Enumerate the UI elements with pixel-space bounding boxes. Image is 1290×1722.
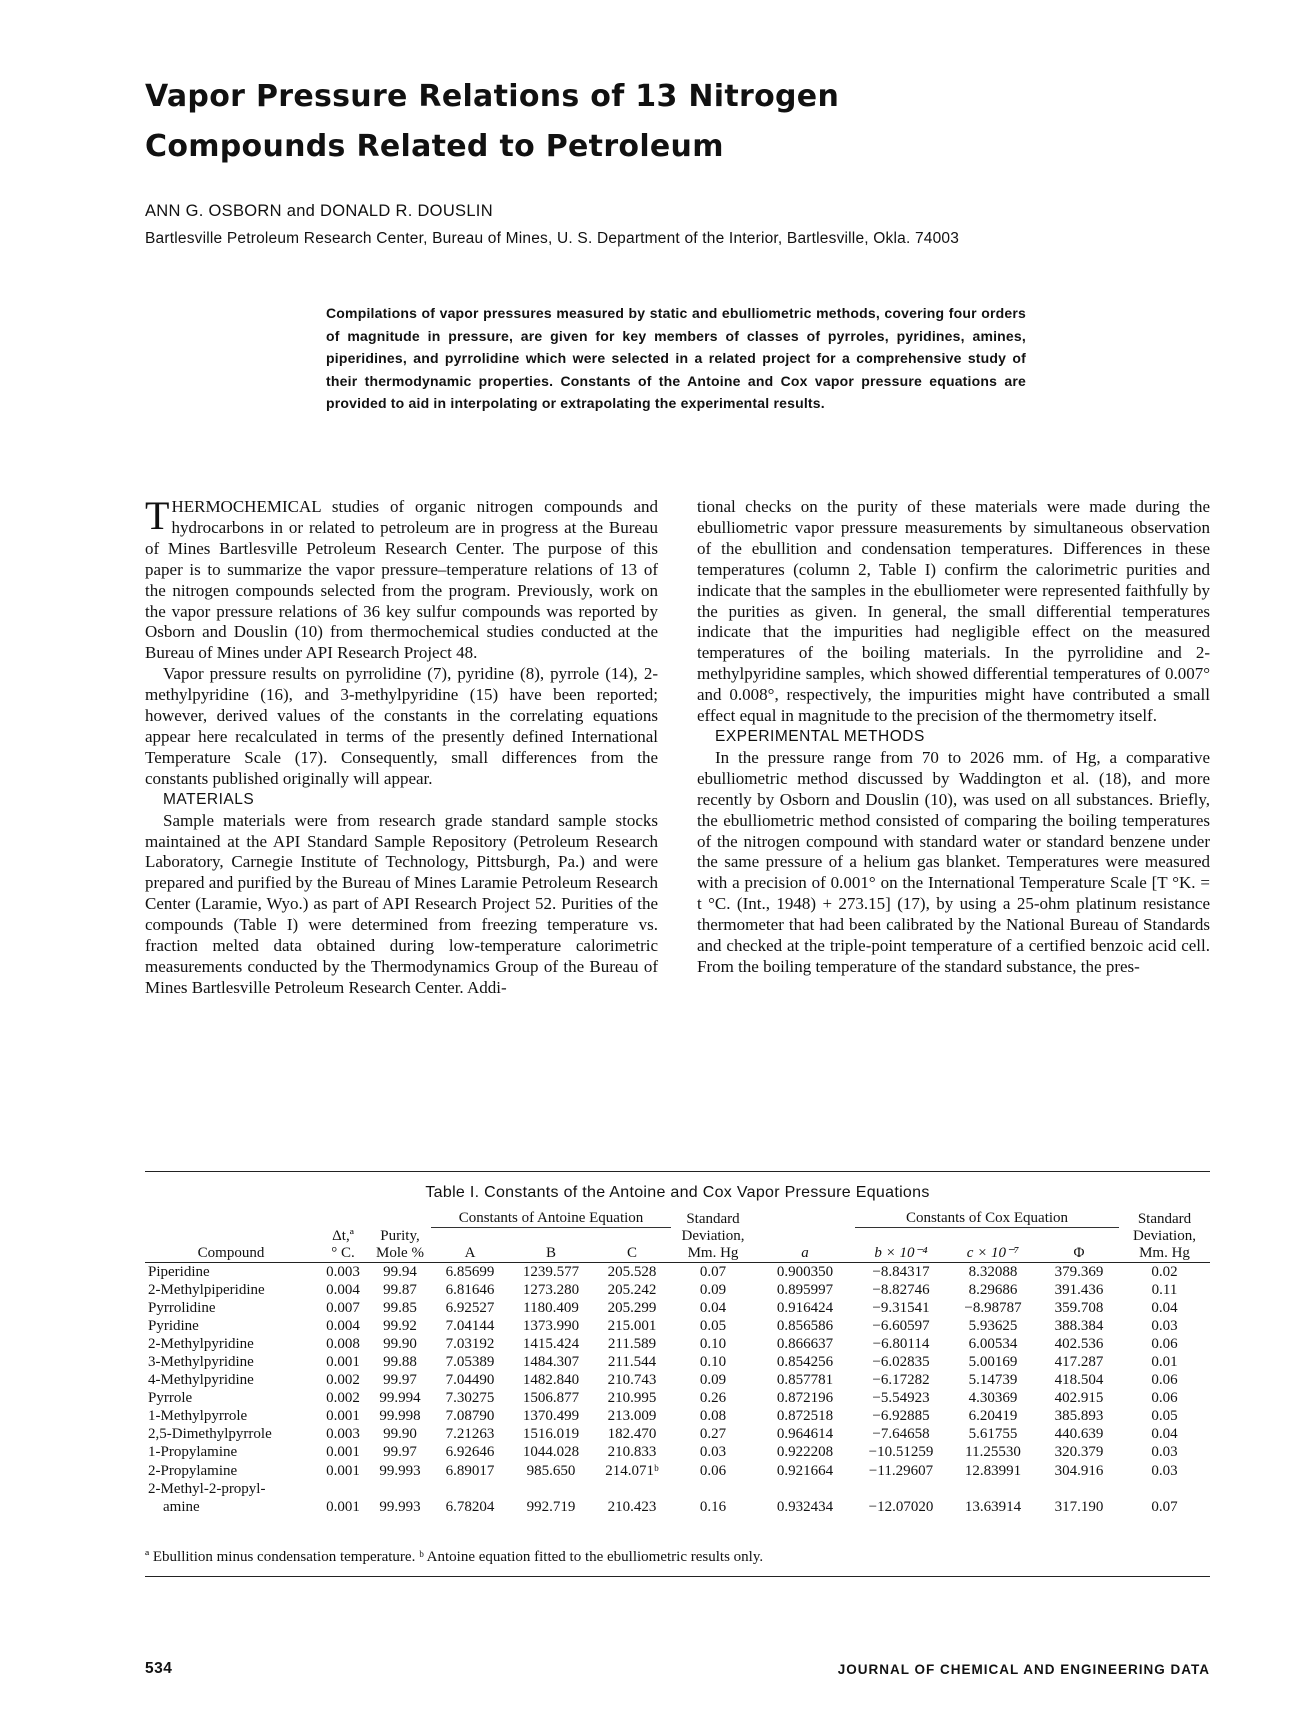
cox-a-header: a [755, 1245, 855, 1263]
title-line-2: Compounds Related to Petroleum [145, 129, 724, 164]
journal-name: JOURNAL OF CHEMICAL AND ENGINEERING DATA [837, 1662, 1210, 1677]
section-heading-methods: EXPERIMENTAL METHODS [715, 727, 925, 745]
table-row: 4-Methylpyridine 0.002 99.97 7.04490 1482.840 210.743 0.09 0.857781 −6.17282 5.14739 418.504 0.06 [148, 1372, 1178, 1389]
cox-c-header: c × 10⁻⁷ [947, 1245, 1039, 1263]
std-dev-cox-l1: Standard [1137, 1210, 1192, 1227]
antoine-a-header: A [431, 1245, 509, 1263]
table-row: 2-Methylpyridine 0.008 99.90 7.03192 1415.424 211.589 0.10 0.866637 −6.80114 6.00534 402.536 0.06 [148, 1335, 1178, 1352]
antoine-b-header: B [509, 1245, 593, 1263]
std-dev-antoine-l2: Deviation, [681, 1227, 745, 1244]
paragraph-purity-checks: tional checks on the purity of these materials were made during the ebulliometric vapor pressure measurements by simultaneous observation of the ebullition and condensation temperatures. Differences in these temperatures (column 2, Table I) confirm the calorimetric purities and indicate that the samples in the ebulliometer were represented faithfully by the purities as given. In general, the small differential temperatures indicate that the impurities had negligible effect on the measured temperatures of the boiling materials. In the pyrrolidine and 2-methylpyridine samples, which showed differential temperatures of 0.007° and 0.008°, respectively, the impurities might have contributed a small effect equal in magnitude to the precision of the thermometry itself. [697, 497, 1210, 726]
constants-table [145, 1210, 1210, 1516]
table-row: Pyrrole 0.002 99.994 7.30275 1506.877 210.995 0.26 0.872196 −5.54923 4.30369 402.915 0.06 [148, 1390, 1178, 1407]
paragraph-prior-results: Vapor pressure results on pyrrolidine (7), pyridine (8), pyrrole (14), 2-methylpyridine (16), and 3-methylpyridine (15) have been reported; however, derived values of the constants in the correlating equations appear here recalculated in terms of the presently defined International Temperature Scale (17). Consequently, small differences from the constants published originally will appear. [145, 664, 658, 788]
table-row: Pyridine 0.004 99.92 7.04144 1373.990 215.001 0.05 0.856586 −6.60597 5.93625 388.384 0.03 [148, 1317, 1178, 1334]
drop-cap: T [145, 493, 170, 538]
cox-b-header: b × 10⁻⁴ [855, 1245, 947, 1263]
delta-t-unit: ° C. [317, 1245, 369, 1263]
std-dev-cox-l2: Deviation, [1133, 1227, 1196, 1244]
right-column [697, 497, 1210, 978]
cox-group-header: Constants of Cox Equation [855, 1210, 1119, 1228]
title-line-1: Vapor Pressure Relations of 13 Nitrogen [145, 79, 840, 114]
section-heading-materials: MATERIALS [163, 790, 255, 808]
table-row: 2-Propylamine 0.001 99.993 6.89017 985.650 214.071ᵇ 0.06 0.921664 −11.29607 12.83991 304.916 0.03 [148, 1462, 1178, 1479]
table-row: 1-Methylpyrrole 0.001 99.998 7.08790 1370.499 213.009 0.08 0.872518 −6.92885 6.20419 385.893 0.05 [148, 1408, 1178, 1425]
authors: ANN G. OSBORN and DONALD R. DOUSLIN [145, 202, 493, 220]
purity-header: Purity, [380, 1227, 420, 1244]
article-title [145, 72, 1145, 172]
table-footnote: ª Ebullition minus condensation temperature. ᵇ Antoine equation fitted to the ebulliometric results only. [145, 1549, 764, 1565]
compound-header: Compound [145, 1245, 317, 1263]
table-row: Pyrrolidine 0.007 99.85 6.92527 1180.409 205.299 0.04 0.916424 −9.31541 −8.98787 359.708 0.04 [148, 1299, 1178, 1316]
std-dev-antoine-l1: Standard [686, 1210, 740, 1227]
std-dev-antoine-l3: Mm. Hg [671, 1245, 755, 1263]
table-caption: Table I. Constants of the Antoine and Cox Vapor Pressure Equations [425, 1184, 930, 1201]
table-top-rule [145, 1171, 1210, 1172]
table-row: 2-Methylpiperidine 0.004 99.87 6.81646 1273.280 205.242 0.09 0.895997 −8.82746 8.29686 391.436 0.11 [148, 1281, 1178, 1298]
antoine-group-header: Constants of Antoine Equation [431, 1210, 671, 1228]
paragraph-materials: Sample materials were from research grade standard sample stocks maintained at the API Standard Sample Repository (Petroleum Research Laboratory, Carnegie Institute of Technology, Pittsburgh, Pa.) and were prepared and purified by the Bureau of Mines Laramie Petroleum Research Center (Laramie, Wyo.) as part of API Research Project 52. Purities of the compounds (Table I) were determined from freezing temperature vs. fraction melted data obtained during low-temperature calorimetric measurements conducted by the Thermodynamics Group of the Bureau of Mines Bartlesville Petroleum Research Center. Addi- [145, 810, 658, 997]
paragraph-intro-text: HERMOCHEMICAL studies of organic nitrogen compounds and hydrocarbons in or related to petroleum are in progress at the Bureau of Mines Bartlesville Petroleum Research Center. The purpose of this paper is to summarize the vapor pressure–temperature relations of 13 of the nitrogen compounds selected from the program. Previously, work on the vapor pressure relations of 36 key sulfur compounds was reported by Osborn and Douslin (10) from thermochemical studies conducted at the Bureau of Mines under API Research Project 48. [145, 497, 658, 663]
table-body [145, 1262, 1210, 1516]
std-dev-cox-l3: Mm. Hg [1119, 1245, 1210, 1263]
affiliation: Bartlesville Petroleum Research Center, Bureau of Mines, U. S. Department of the Interior, Bartlesville, Okla. 74003 [145, 230, 960, 247]
table-row: 3-Methylpyridine 0.001 99.88 7.05389 1484.307 211.544 0.10 0.854256 −6.02835 5.00169 417.287 0.01 [148, 1353, 1178, 1370]
paragraph-methods: In the pressure range from 70 to 2026 mm. of Hg, a comparative ebulliometric method discussed by Waddington et al. (18), and more recently by Osborn and Douslin (10), was used on all substances. Briefly, the ebulliometric method consisted of comparing the boiling temperatures of the nitrogen compound with standard water or standard benzene under the same pressure of a helium gas blanket. Temperatures were measured with a precision of 0.001° on the International Temperature Scale [T °K. = t °C. (Int., 1948) + 273.15] (17), by using a 25-ohm platinum resistance thermometer that had been calibrated by the National Bureau of Standards and checked at the triple-point temperature of a certified benzoic acid cell. From the boiling temperature of the standard substance, the pres- [697, 747, 1210, 976]
table-row: 2,5-Dimethylpyrrole 0.003 99.90 7.21263 1516.019 182.470 0.27 0.964614 −7.64658 5.61755 440.639 0.04 [148, 1426, 1178, 1443]
table-row: amine 0.001 99.993 6.78204 992.719 210.423 0.16 0.932434 −12.07020 13.63914 317.190 0.07 [163, 1498, 1178, 1515]
left-column [145, 493, 658, 999]
abstract: Compilations of vapor pressures measured by static and ebulliometric methods, covering four orders of magnitude in pressure, are given for key members of classes of pyrroles, pyridines, amines, piperidines, and pyrrolidine which were selected in a related project for a comprehensive study of their thermodynamic properties. Constants of the Antoine and Cox vapor pressure equations are provided to aid in interpolating or extrapolating the experimental results. [326, 305, 1026, 412]
purity-unit: Mole % [369, 1245, 431, 1263]
antoine-c-header: C [593, 1245, 671, 1263]
table-row: 1-Propylamine 0.001 99.97 6.92646 1044.028 210.833 0.03 0.922208 −10.51259 11.25530 320.379 0.03 [148, 1444, 1178, 1461]
paragraph-intro [145, 493, 658, 664]
delta-t-header: Δt,ª [332, 1227, 354, 1244]
table-row: Piperidine 0.003 99.94 6.85699 1239.577 205.528 0.07 0.900350 −8.84317 8.32088 379.369 0.02 [148, 1263, 1178, 1280]
cox-phi-header: Φ [1039, 1245, 1119, 1263]
table-row: 2-Methyl-2-propyl- [148, 1480, 266, 1497]
page-number: 534 [145, 1660, 173, 1677]
table-bottom-rule [145, 1576, 1210, 1577]
